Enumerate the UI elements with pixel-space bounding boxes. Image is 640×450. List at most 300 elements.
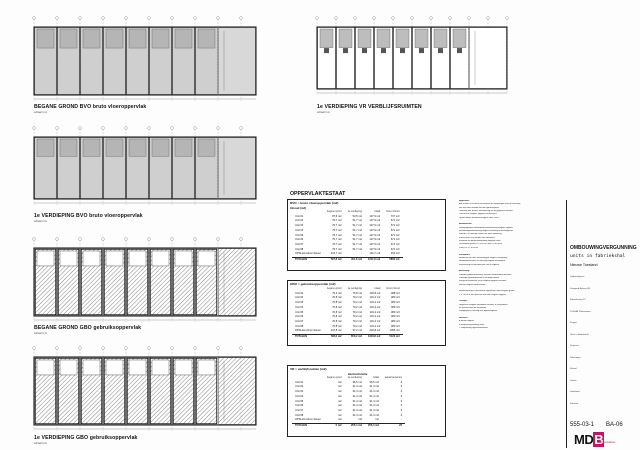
gbo-table-cell: 102,8 m2 [369, 291, 381, 295]
plan-1e-gbo-axis-bubble [102, 347, 105, 350]
plan-1e-bvo-axis-bubble [125, 127, 128, 130]
plan-1e-bvo-axis-bubble [33, 127, 36, 130]
vr-table-total-row [292, 424, 405, 429]
plan-label-1e-vr: 1e VERDIEPING VR VERBLIJFSRUIMTEN [317, 104, 422, 110]
vr-table-cell: 31,4 m2 [352, 394, 362, 398]
gbo-table-cell: 76,3 m2 [332, 291, 342, 295]
vr-table-cell: m2 [375, 418, 379, 422]
note-line: ter plaatse door de aannemer. [459, 307, 487, 309]
plan-bg-bvo-unit-room [60, 29, 77, 48]
bvo-table-cell: 127,9 m2 [369, 242, 381, 246]
gbo-table-cell: 70,8 m2 [332, 324, 342, 328]
plan-label-1e-bvo: 1e VERDIEPING BVO bruto vloeroppervlak [34, 213, 143, 219]
gbo-table-cell: 101,2 m2 [369, 310, 381, 314]
vr-table-cell: 3 [400, 399, 403, 403]
plan-1e-vr-stair [457, 48, 462, 53]
gbo-table-cell: Unit 01 [295, 291, 304, 295]
plan-1e-gbo-axis-bubble [171, 347, 174, 350]
titleblock-field: 1234 AB Plaatsnaam [570, 310, 591, 313]
bvo-table-cell: 127,9 m2 [369, 228, 381, 232]
bvo-table-cell: bruto inhoud [386, 210, 400, 213]
note-line: Wanden gladde afwerking, vloeren zandcement dekvloer. [459, 273, 512, 276]
titleblock-field: Units in fabriekshal [570, 333, 589, 336]
plan-bg-bvo-unit-room [175, 29, 192, 48]
gbo-table-cell: bruto inhoud [386, 287, 400, 290]
gbo-table-cell: 70,8 m2 [332, 319, 342, 323]
gbo-table-cell: begane grond [326, 287, 342, 290]
plan-1e-bvo-axis-bubble [102, 127, 105, 130]
note-line: Bouwbesluit: [459, 223, 473, 226]
bvo-table-cell: 76,7 m2 [332, 233, 342, 237]
plan-1e-gbo-unit-room [129, 360, 146, 375]
bvo-table-cell: 51,7 m2 [352, 228, 362, 232]
bvo-table [287, 199, 446, 271]
vr-grid [292, 376, 405, 429]
gbo-table-cell: 70,8 m2 [332, 310, 342, 314]
plan-bg-gbo-axis-bubble [240, 238, 243, 241]
vr-table-cell: 3 [400, 394, 403, 398]
vr-table-cell: 31,4 m2 [369, 413, 379, 417]
plan-1e-gbo-axis-bubble [33, 347, 36, 350]
bvo-table-cell: 1e verdieping [347, 210, 362, 213]
plan-bg-gbo-axis-bubble [171, 238, 174, 241]
plan-1e-vr-axis-bubble [354, 17, 357, 20]
company-logo [574, 432, 604, 447]
plan-1e-gbo-axis-bubble [56, 347, 59, 350]
plan-1e-bvo-axis-bubble [148, 127, 151, 130]
gbo-table-cell: Unit 05 [295, 310, 304, 314]
gbo-table-cell: OPSLAG Alvon Savon [295, 329, 321, 333]
plan-bg-gbo-unit-room [106, 251, 123, 266]
plan-1e-bvo-unit-room [60, 139, 77, 156]
plan-scale-1e-gbo: schaal 1:xx [34, 442, 47, 445]
plan-bg-bvo-unit-room [37, 29, 54, 48]
plan-bg-gbo-axis-bubble [194, 238, 197, 241]
vr-table-cell: Unit 04 [295, 394, 304, 398]
plan-bg-gbo-axis-bubble [125, 238, 128, 241]
plan-1e-vr-unit-room [453, 29, 466, 48]
plan-1e-gbo-axis-bubble [194, 347, 197, 350]
plan-bg-bvo-axis-bubble [217, 17, 220, 20]
titleblock-field: Tekeningnr. [570, 356, 582, 359]
plan-bg-bvo-axis-bubble [33, 17, 36, 20]
area-schedule-title: OPPERVLAKTESTAAT [290, 191, 346, 197]
plan-1e-vr-axis-bubble [449, 17, 452, 20]
gbo-table-cell: 653,2 m2 [345, 335, 365, 340]
bvo-table-cell: 76,7 m2 [332, 242, 342, 246]
note-line: P = +0,00 m ten opzichte van NAP volgens opgave. [459, 293, 507, 296]
plan-1e-bvo-axis-bubble [56, 127, 59, 130]
bvo-table-cell: 51,7 m2 [352, 224, 362, 228]
gbo-table-cell: 101,2 m2 [369, 296, 381, 300]
plan-1e-vr-stair [381, 48, 386, 53]
plan-1e-vr-axis-bubble [487, 17, 490, 20]
note-line: Gegevens volgens bestaande situatie, te controleren [459, 303, 508, 306]
plan-bg-gbo-unit-room [37, 251, 54, 266]
plan-1e-gbo-unit-room [175, 360, 192, 375]
vr-table-cell: m2 [358, 418, 362, 422]
gbo-table-cell: totaal [374, 287, 381, 290]
plan-1e-vr-axis-bubble [468, 17, 471, 20]
gbo-table-cell: 1033,8 m2 [365, 335, 383, 340]
note-line: van het werk melden aan de opdrachtgever. [459, 206, 500, 209]
bvo-table-cell: begane grond [326, 210, 342, 213]
bvo-table-cell: 51,7 m2 [352, 219, 362, 223]
plan-scale-bg-bvo: schaal 1:xx [34, 111, 47, 114]
sheet-number: BA-06 [606, 422, 623, 428]
gbo-table-cell: 101,2 m2 [369, 319, 381, 323]
plan-1e-bvo-unit-room [152, 139, 169, 156]
bvo-table-cell: 51,7 m2 [352, 242, 362, 246]
plan-1e-vr-unit-room [339, 29, 352, 48]
gbo-table-cell: 1056 m3 [389, 329, 400, 333]
bvo-table-cell: Unit 08 [295, 247, 304, 251]
vr-table-cell: 3 [400, 390, 403, 394]
vr-heading: VR = verblijfsruimte (m2) [290, 367, 327, 371]
titleblock-field: Opdrachtgever [570, 276, 585, 278]
drawing-status: Nieuwe Toestand [570, 263, 598, 267]
plan-1e-vr-axis-bubble [316, 17, 319, 20]
vr-table-cell: m2 [337, 399, 342, 403]
titleblock-field: Project [570, 322, 577, 324]
vr-table-cell: 31,4 m2 [369, 404, 379, 408]
plan-1e-bvo-unit-room [83, 139, 100, 156]
vr-table-cell: 1e verdieping [347, 376, 362, 379]
plan-1e-vr-stair [400, 48, 405, 53]
plan-1e-vr-stair [362, 48, 367, 53]
vr-table-cell: 255,4 m2 [345, 424, 365, 429]
vr-table [287, 365, 446, 437]
plan-bg-gbo-unit-room [175, 251, 192, 266]
plan-1e-vr-unit-room [396, 29, 409, 48]
plan-1e-vr-axis-bubble [392, 17, 395, 20]
gbo-table-cell: 1e verdieping [347, 287, 362, 290]
plan-bg-gbo-unit-room [60, 251, 77, 266]
drawing-code: 555-03-1 [570, 422, 595, 428]
plan-bg-bvo-unit-room [83, 29, 100, 48]
vr-table-cell: aantal personen [384, 376, 403, 379]
plan-bg-bvo-unit-room [152, 29, 169, 48]
vr-table-cell: 31,4 m2 [352, 399, 362, 403]
gbo-table-cell: 75,8 m2 [352, 291, 362, 295]
plan-1e-vr-unit-room [377, 29, 390, 48]
vr-table-cell: m2 [337, 380, 342, 384]
vr-table-cell: Unit 02 [295, 385, 304, 389]
plan-bg-gbo-axis-bubble [79, 238, 82, 241]
gbo-grid [292, 287, 403, 340]
titleblock-field: Vastgoed Beheer BV [570, 287, 591, 290]
plan-1e-bvo-axis-bubble [79, 127, 82, 130]
plan-1e-bvo-unit-room [198, 139, 215, 156]
gbo-table-cell: Unit 02 [295, 296, 304, 300]
bvo-table-cell: 452 m3 [390, 252, 400, 256]
plan-1e-vr-axis-bubble [506, 17, 509, 20]
titleblock-field: Formaat [570, 402, 579, 405]
vr-table-cell: Unit 01 [295, 380, 304, 384]
note-line: B aanpassing indeling units [459, 323, 485, 326]
gbo-table-cell: 70,8 m2 [332, 296, 342, 300]
plan-1e-vr-unit-room [434, 29, 447, 48]
plan-scale-bg-gbo: schaal 1:xx [34, 332, 47, 335]
bvo-table-cell: 76,7 m2 [332, 238, 342, 242]
plan-bg-bvo-axis-bubble [240, 17, 243, 20]
plan-bg-gbo-unit-room [198, 251, 215, 266]
gbo-table-cell: 480 m3 [390, 296, 400, 300]
bvo-table-total-row [292, 258, 403, 263]
plan-bg-bvo-unit-room [129, 29, 146, 48]
plan-1e-bvo-unit-room [37, 139, 54, 156]
note-line: Afwerking: [459, 270, 470, 273]
note-line: Meterkast per unit; aansluitingen volgens nutsbedrijf. [459, 256, 508, 259]
plan-1e-vr-stair [419, 48, 424, 53]
note-line: Tekening niet meten; maatvoering uit de gegevens aflezen. [459, 210, 514, 213]
vr-table-cell: Unit 05 [295, 399, 304, 403]
plan-bg-bvo-axis-bubble [79, 17, 82, 20]
plan-bg-gbo-axis-bubble [102, 238, 105, 241]
plan-1e-gbo-unit-room [152, 360, 169, 375]
vr-table-cell: Unit 07 [295, 408, 304, 412]
bvo-table-cell: 87,6 m2 [332, 214, 342, 218]
gbo-table-cell: 480 m3 [390, 315, 400, 319]
gbo-table-cell: 70,2 m2 [352, 296, 362, 300]
gbo-table-cell: 97,2 m2 [352, 329, 362, 333]
gbo-table-cell: 70,2 m2 [352, 315, 362, 319]
plan-bg-bvo-axis-bubble [171, 17, 174, 20]
gbo-table-cell: 488 m3 [390, 291, 400, 295]
plan-1e-bvo-unit-room [129, 139, 146, 156]
note-line: Deuren volgens deurenstaat. [459, 283, 486, 286]
bvo-table-cell: totaal [374, 210, 381, 213]
bvo-table-cell: Unit 01 [295, 214, 304, 218]
plan-bg-gbo-axis-bubble [148, 238, 151, 241]
vr-table-cell: 31,4 m2 [369, 385, 379, 389]
plan-bg-gbo-axis-bubble [217, 238, 220, 241]
plan-1e-gbo-axis-bubble [217, 347, 220, 350]
gbo-table-cell: 480 m3 [390, 324, 400, 328]
bvo-table-cell: 101,7 m2 [369, 252, 381, 256]
note-line: Vluchtroutes vrij houden van obstakels. [459, 236, 496, 239]
vr-table-cell: begane grond [326, 376, 342, 379]
plan-bg-bvo-axis-bubble [194, 17, 197, 20]
logo-mark: B [594, 432, 604, 447]
plan-1e-vr-unit-room [415, 29, 428, 48]
note-line: Verwarming en ventilatie per unit te regelen. [459, 263, 500, 266]
note-line: Installaties: [459, 253, 471, 256]
bvo-table-cell: 76,7 m2 [332, 228, 342, 232]
vr-table-cell: 255,4 m2 [365, 424, 382, 429]
gbo-table-cell: Unit 04 [295, 305, 304, 309]
plan-1e-vr-stair [343, 48, 348, 53]
bvo-table-cell: 5806 m3 [383, 258, 402, 263]
vr-table-cell: - [401, 418, 403, 422]
gbo-table-cell: 107,8 m2 [330, 329, 342, 333]
vr-table-cell: 0 m2 [324, 424, 345, 429]
bvo-table-cell: - [361, 252, 362, 256]
gbo-table-cell: 480 m3 [390, 319, 400, 323]
note-line: Rc-waarde gevels 4,7 m2K/W; dak 6,3 m2K/W. [459, 243, 503, 246]
note-line: Ventilatie en daglichttoetreding volgens norm. [459, 240, 501, 243]
title-block [566, 200, 637, 448]
vr-table-cell: m2 [337, 413, 342, 417]
vr-table-cell: 3 [400, 413, 403, 417]
bvo-table-cell: 451,6 m2 [345, 258, 365, 263]
bvo-table-cell: Unit 06 [295, 238, 304, 242]
bvo-table-cell: 127,9 m2 [369, 224, 381, 228]
vr-table-cell: 31,4 m2 [352, 408, 362, 412]
note-line: Constructie volgens opgave constructeur. [459, 213, 498, 216]
gbo-table [287, 280, 446, 346]
plan-bg-bvo-axis-bubble [125, 17, 128, 20]
plan-1e-vr-axis-bubble [411, 17, 414, 20]
gbo-table-cell: 480 m3 [390, 310, 400, 314]
bvo-table-cell: 51,7 m2 [352, 233, 362, 237]
gbo-table-cell: 101,2 m2 [369, 315, 381, 319]
gbo-table-total-row [292, 335, 403, 340]
plan-1e-gbo-axis-bubble [148, 347, 151, 350]
bvo-table-cell: 671 m3 [390, 219, 400, 223]
plan-1e-vr-axis-bubble [335, 17, 338, 20]
bvo-table-cell: 127,9 m2 [369, 238, 381, 242]
titleblock-field: Getekend [570, 391, 580, 393]
vr-table-cell: 3 [400, 408, 403, 412]
plan-bg-gbo-unit-room [129, 251, 146, 266]
bvo-table-cell: Unit 07 [295, 242, 304, 246]
company-name: MD Bouwadvies [598, 441, 616, 444]
plan-1e-bvo-axis-bubble [171, 127, 174, 130]
vr-table-cell: m2 [337, 418, 342, 422]
gbo-table-cell: 5120 m3 [383, 335, 402, 340]
plan-1e-bvo-axis-bubble [217, 127, 220, 130]
plan-1e-vr-unit-room [320, 29, 333, 48]
bvo-table-cell: 101,7 m2 [330, 252, 342, 256]
plan-1e-vr-stair [438, 48, 443, 53]
project-subtitle: units in fabriekshal [570, 254, 626, 259]
gbo-table-cell: Unit 07 [295, 319, 304, 323]
gbo-table-cell: 70,2 m2 [352, 301, 362, 305]
bvo-table-cell: 737 m3 [390, 214, 400, 218]
note-line: Overige: [459, 300, 468, 303]
bvo-table-cell: 127,9 m2 [369, 219, 381, 223]
bvo-grid [292, 210, 403, 263]
bvo-table-cell: Unit 04 [295, 228, 304, 232]
vr-table-cell: m2 [337, 404, 342, 408]
plan-bg-bvo-axis-bubble [148, 17, 151, 20]
note-line: Brandcompartimentering volgens tekening brandveiligheid. [459, 230, 514, 233]
plan-1e-vr-unit-room [358, 29, 371, 48]
bvo-table-cell: 1211,6 m2 [365, 258, 383, 263]
vr-table-cell: 36,5 m2 [369, 380, 379, 384]
note-line: Alle maten in het werk controleren en afwijkingen voor de aanvang [459, 203, 521, 206]
plan-1e-gbo-axis-bubble [79, 347, 82, 350]
vr-subheading: kantoorfunctie [348, 372, 368, 376]
plan-label-bg-gbo: BEGANE GROND GBO gebruiksoppervlak [34, 325, 142, 331]
vr-table-cell: Unit 08 [295, 413, 304, 417]
bvo-table-cell: 127,9 m2 [369, 247, 381, 251]
vr-table-cell: 31,4 m2 [352, 404, 362, 408]
plan-1e-bvo-axis-bubble [194, 127, 197, 130]
gbo-table-cell: 70,2 m2 [352, 319, 362, 323]
vr-table-cell: totaal [373, 376, 379, 379]
plan-1e-gbo-unit-room [198, 360, 215, 375]
note-line: Wijzigingen in overleg met opdrachtgever. [459, 310, 498, 313]
gbo-table-cell: 101,2 m2 [369, 324, 381, 328]
vr-table-cell: Unit 06 [295, 404, 304, 408]
vr-table-cell: TOTALEN [292, 424, 324, 429]
note-line: Oppervlakten berekend volgens NEN 2580. [459, 216, 500, 219]
project-title: OMBOUWINGVERGUNNING [570, 245, 637, 251]
note-line: Kozijnen aluminium, kleur volgens opgave architect. [459, 280, 507, 283]
vr-table-cell: 31,4 m2 [369, 408, 379, 412]
plan-1e-gbo-axis-bubble [125, 347, 128, 350]
gbo-table-cell: 70,8 m2 [332, 315, 342, 319]
bvo-table-cell: 76,7 m2 [332, 224, 342, 228]
bvo-table-cell: 671 m3 [390, 242, 400, 246]
plan-1e-gbo-unit-room [106, 360, 123, 375]
bvo-table-cell: TOTALEN [292, 258, 324, 263]
note-line: A eerste uitgave [459, 320, 474, 323]
plan-bg-bvo-axis-bubble [102, 17, 105, 20]
gbo-table-cell: Unit 06 [295, 315, 304, 319]
vr-table-cell: 31,4 m2 [352, 390, 362, 394]
plan-bg-bvo-axis-bubble [56, 17, 59, 20]
vr-table-cell: OPSLAG Alvon Savon [295, 418, 321, 422]
gbo-table-cell: 70,8 m2 [332, 305, 342, 309]
gbo-table-cell: 70,2 m2 [352, 324, 362, 328]
gbo-table-cell: 222,8 m2 [369, 329, 381, 333]
bvo-table-cell: 671 m3 [390, 247, 400, 251]
bvo-table-cell: Unit 05 [295, 233, 304, 237]
vr-table-cell: 3 [400, 404, 403, 408]
bvo-table-cell: 76,7 m2 [332, 219, 342, 223]
plan-bg-bvo-unit-room [106, 29, 123, 48]
bvo-table-cell: 76,7 m2 [332, 247, 342, 251]
vr-table-cell: m2 [337, 385, 342, 389]
gbo-table-cell: 728,6 m2 [324, 335, 345, 340]
note-line: WBDBO 30 minuten tussen de units onderling. [459, 233, 502, 236]
plan-1e-vr-axis-bubble [430, 17, 433, 20]
note-line: Algemeen: [459, 200, 470, 202]
general-notes [459, 200, 565, 428]
gbo-table-cell: 70,2 m2 [352, 310, 362, 314]
bvo-table-cell: 671 m3 [390, 228, 400, 232]
note-line: Hemelwaterafvoer en riolering volgens installateur. [459, 260, 506, 263]
note-line: Vloer Rc 3,7 m2K/W. [459, 246, 479, 249]
note-line: Revisies: [459, 317, 469, 320]
gbo-table-cell: 70,2 m2 [352, 305, 362, 309]
gbo-table-cell: 101,2 m2 [369, 305, 381, 309]
vr-table-cell: 31,4 m2 [369, 394, 379, 398]
gbo-table-cell: Unit 08 [295, 324, 304, 328]
vr-table-cell: 3 [400, 385, 403, 389]
gbo-table-cell: 480 m3 [390, 305, 400, 309]
vr-table-cell: m2 [337, 394, 342, 398]
bvo-heading: BVO = bruto vloeroppervlak (m2) [290, 201, 339, 205]
titleblock-field: Schaal [570, 368, 577, 370]
vr-table-cell: 31,4 m2 [369, 399, 379, 403]
bvo-table-cell: 51,7 m2 [352, 238, 362, 242]
bvo-table-cell: 53,5 m2 [352, 214, 362, 218]
note-line: C aanpassing oppervlaktestaat [459, 327, 488, 330]
vr-table-cell: Unit 03 [295, 390, 304, 394]
plan-1e-gbo-unit-room [37, 360, 54, 375]
bvo-table-cell: 671 m3 [390, 233, 400, 237]
plan-bg-gbo-unit-room [152, 251, 169, 266]
plan-bg-gbo-axis-bubble [33, 238, 36, 241]
bvo-table-cell: 51,7 m2 [352, 247, 362, 251]
vr-table-cell: 36,5 m2 [352, 380, 362, 384]
plan-1e-bvo-axis-bubble [240, 127, 243, 130]
plan-bg-bvo-unit-room [198, 29, 215, 48]
